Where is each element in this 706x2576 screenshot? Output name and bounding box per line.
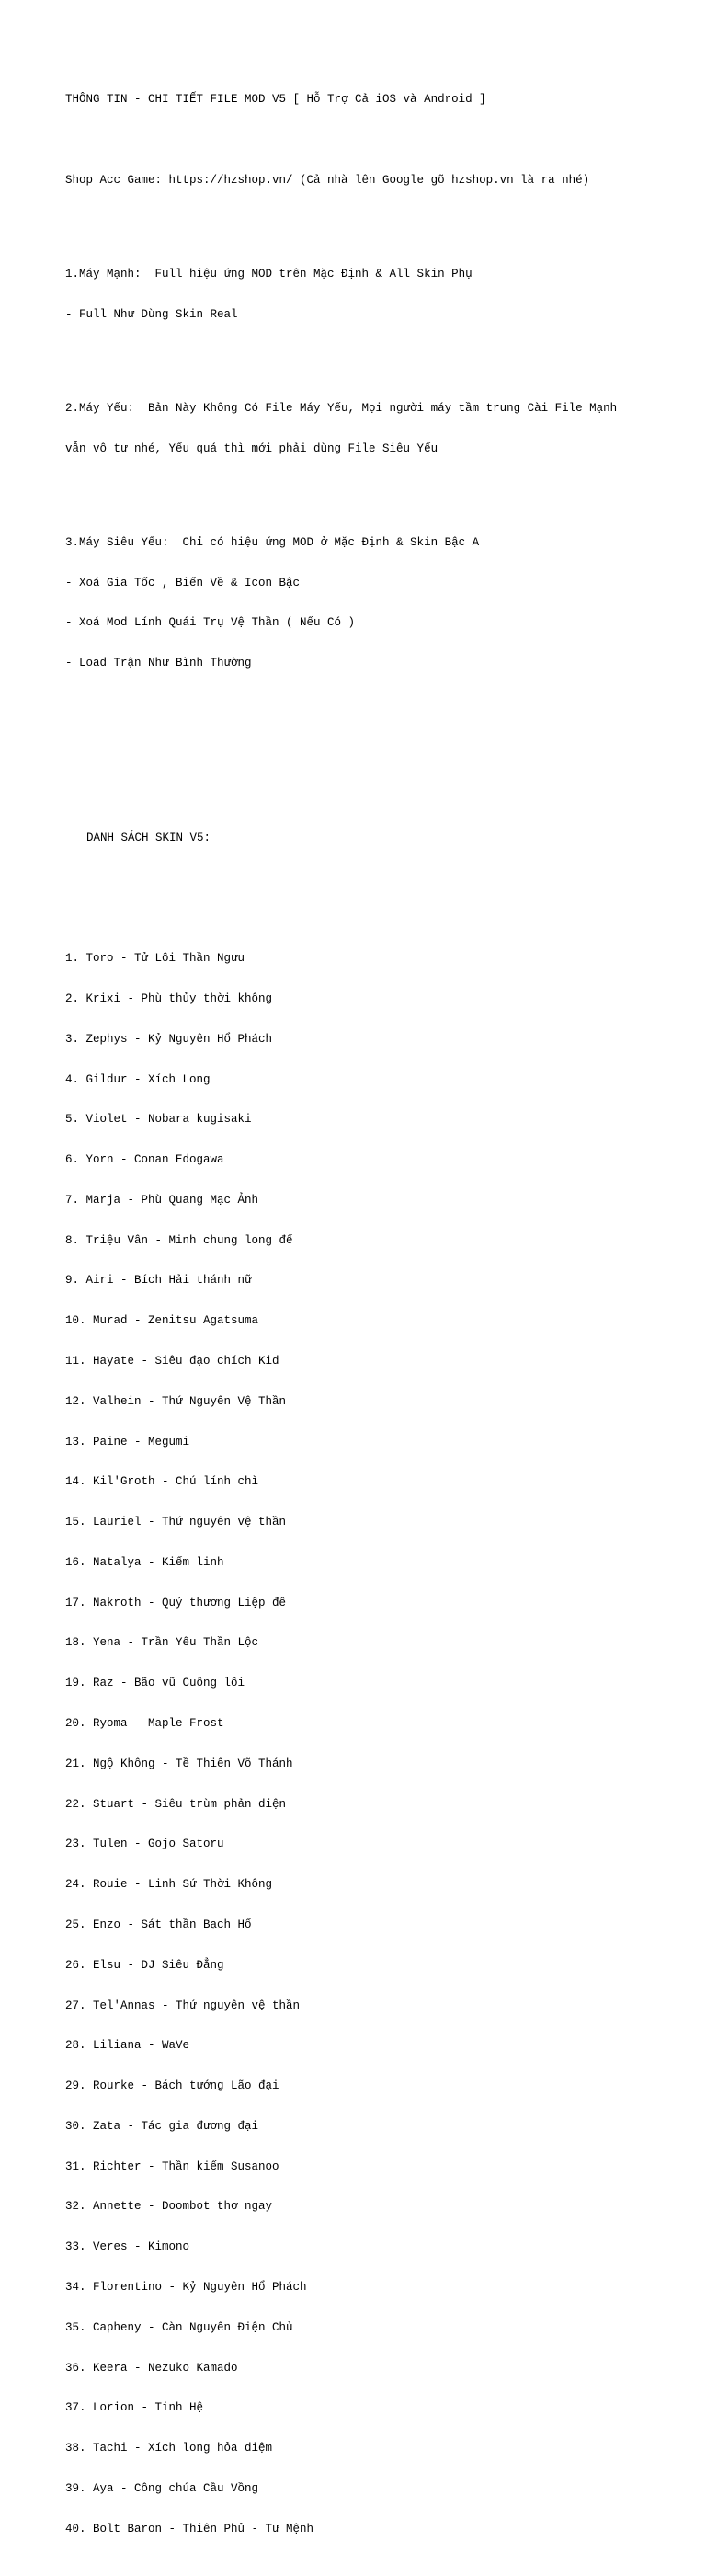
skin-list-item: 3. Zephys - Kỷ Nguyên Hổ Phách (65, 1032, 273, 1046)
skin-list-heading: DANH SÁCH SKIN V5: (86, 830, 211, 844)
skin-list-item: 8. Triệu Vân - Minh chung long đế (65, 1233, 293, 1247)
section-strong-item: - Full Như Dùng Skin Real (65, 307, 238, 321)
shop-link-line: Shop Acc Game: https://hzshop.vn/ (Cả nhà lên Google gõ hzshop.vn là ra nhé) (65, 173, 590, 187)
section-strong-heading: 1.Máy Mạnh: Full hiệu ứng MOD trên Mặc Định & All Skin Phụ (65, 267, 473, 280)
skin-list-item: 4. Gildur - Xích Long (65, 1072, 211, 1086)
skin-list-item: 29. Rourke - Bách tướng Lão đại (65, 2079, 279, 2093)
skin-list-item: 40. Bolt Baron - Thiên Phủ - Tư Mệnh (65, 2522, 314, 2536)
skin-list-item: 14. Kil'Groth - Chú lính chì (65, 1475, 259, 1489)
skin-list-item: 1. Toro - Tử Lôi Thần Ngưu (65, 952, 245, 966)
skin-list-item: 11. Hayate - Siêu đạo chích Kid (65, 1355, 279, 1368)
skin-list (65, 925, 654, 2562)
spacer (65, 348, 654, 361)
skin-list-item: 19. Raz - Bão vũ Cuồng lôi (65, 1677, 245, 1690)
skin-list-item: 32. Annette - Doombot thơ ngay (65, 2200, 273, 2214)
spacer (65, 872, 654, 886)
spacer (65, 738, 654, 751)
section-superweak-heading: 3.Máy Siêu Yếu: Chỉ có hiệu ứng MOD ở Mặc Định & Skin Bậc A (65, 535, 480, 549)
skin-list-item: 30. Zata - Tác gia đương đại (65, 2119, 259, 2133)
skin-list-item: 10. Murad - Zenitsu Agatsuma (65, 1314, 259, 1328)
skin-list-item: 12. Valhein - Thứ Nguyên Vệ Thần (65, 1394, 287, 1408)
skin-list-item: 17. Nakroth - Quỷ thương Liệp đế (65, 1596, 287, 1609)
skin-list-item: 24. Rouie - Linh Sứ Thời Không (65, 1878, 273, 1892)
skin-list-item: 26. Elsu - DJ Siêu Đẳng (65, 1958, 224, 1972)
spacer (65, 777, 654, 791)
section-weak-line-1: 2.Máy Yếu: Bản Này Không Có File Máy Yếu, Mọi người máy tầm trung Cài File Mạnh (65, 401, 618, 415)
section-superweak-item: - Load Trận Như Bình Thường (65, 657, 252, 670)
skin-list-item: 13. Paine - Megumi (65, 1435, 190, 1448)
skin-list-item: 5. Violet - Nobara kugisaki (65, 1113, 252, 1127)
section-weak-line-2: vẫn vô tư nhé, Yếu quá thì mới phải dùng File Siêu Yếu (65, 441, 438, 455)
skin-list-item: 38. Tachi - Xích long hỏa diệm (65, 2442, 273, 2456)
skin-list-item: 25. Enzo - Sát thần Bạch Hổ (65, 1918, 252, 1931)
skin-list-item: 15. Lauriel - Thứ nguyên vệ thần (65, 1516, 287, 1529)
skin-list-item: 35. Capheny - Càn Nguyên Điện Chủ (65, 2320, 293, 2334)
spacer (65, 697, 654, 711)
skin-list-item: 9. Airi - Bích Hải thánh nữ (65, 1274, 252, 1288)
skin-list-item: 16. Natalya - Kiếm linh (65, 1555, 224, 1569)
skin-list-item: 39. Aya - Công chúa Cầu Vồng (65, 2481, 259, 2495)
spacer (65, 133, 654, 147)
section-superweak-item: - Xoá Mod Lính Quái Trụ Vệ Thần ( Nếu Có ) (65, 616, 356, 630)
skin-list-item: 37. Lorion - Tinh Hệ (65, 2401, 204, 2415)
spacer (65, 482, 654, 496)
skin-list-item: 34. Florentino - Kỷ Nguyên Hổ Phách (65, 2280, 307, 2294)
spacer (65, 214, 654, 228)
skin-list-item: 6. Yorn - Conan Edogawa (65, 1153, 224, 1167)
skin-list-item: 36. Keera - Nezuko Kamado (65, 2361, 238, 2375)
skin-list-item: 20. Ryoma - Maple Frost (65, 1717, 224, 1731)
skin-list-item: 7. Marja - Phù Quang Mạc Ảnh (65, 1193, 259, 1207)
document-page (65, 66, 654, 2576)
skin-list-item: 23. Tulen - Gojo Satoru (65, 1838, 224, 1851)
skin-list-item: 2. Krixi - Phù thủy thời không (65, 991, 273, 1005)
skin-list-item: 31. Richter - Thần kiếm Susanoo (65, 2159, 279, 2173)
skin-list-item: 22. Stuart - Siêu trùm phản diện (65, 1797, 287, 1811)
skin-list-item: 21. Ngộ Không - Tề Thiên Võ Thánh (65, 1757, 293, 1770)
skin-list-item: 33. Veres - Kimono (65, 2240, 190, 2254)
skin-list-item: 27. Tel'Annas - Thứ nguyên vệ thần (65, 1998, 301, 2012)
section-superweak-item: - Xoá Gia Tốc , Biến Về & Icon Bậc (65, 576, 301, 590)
document-title: THÔNG TIN - CHI TIẾT FILE MOD V5 [ Hỗ Trợ Cả iOS và Android ] (65, 93, 486, 107)
skin-list-item: 18. Yena - Trần Yêu Thần Lộc (65, 1636, 259, 1650)
skin-list-item: 28. Liliana - WaVe (65, 2039, 190, 2053)
